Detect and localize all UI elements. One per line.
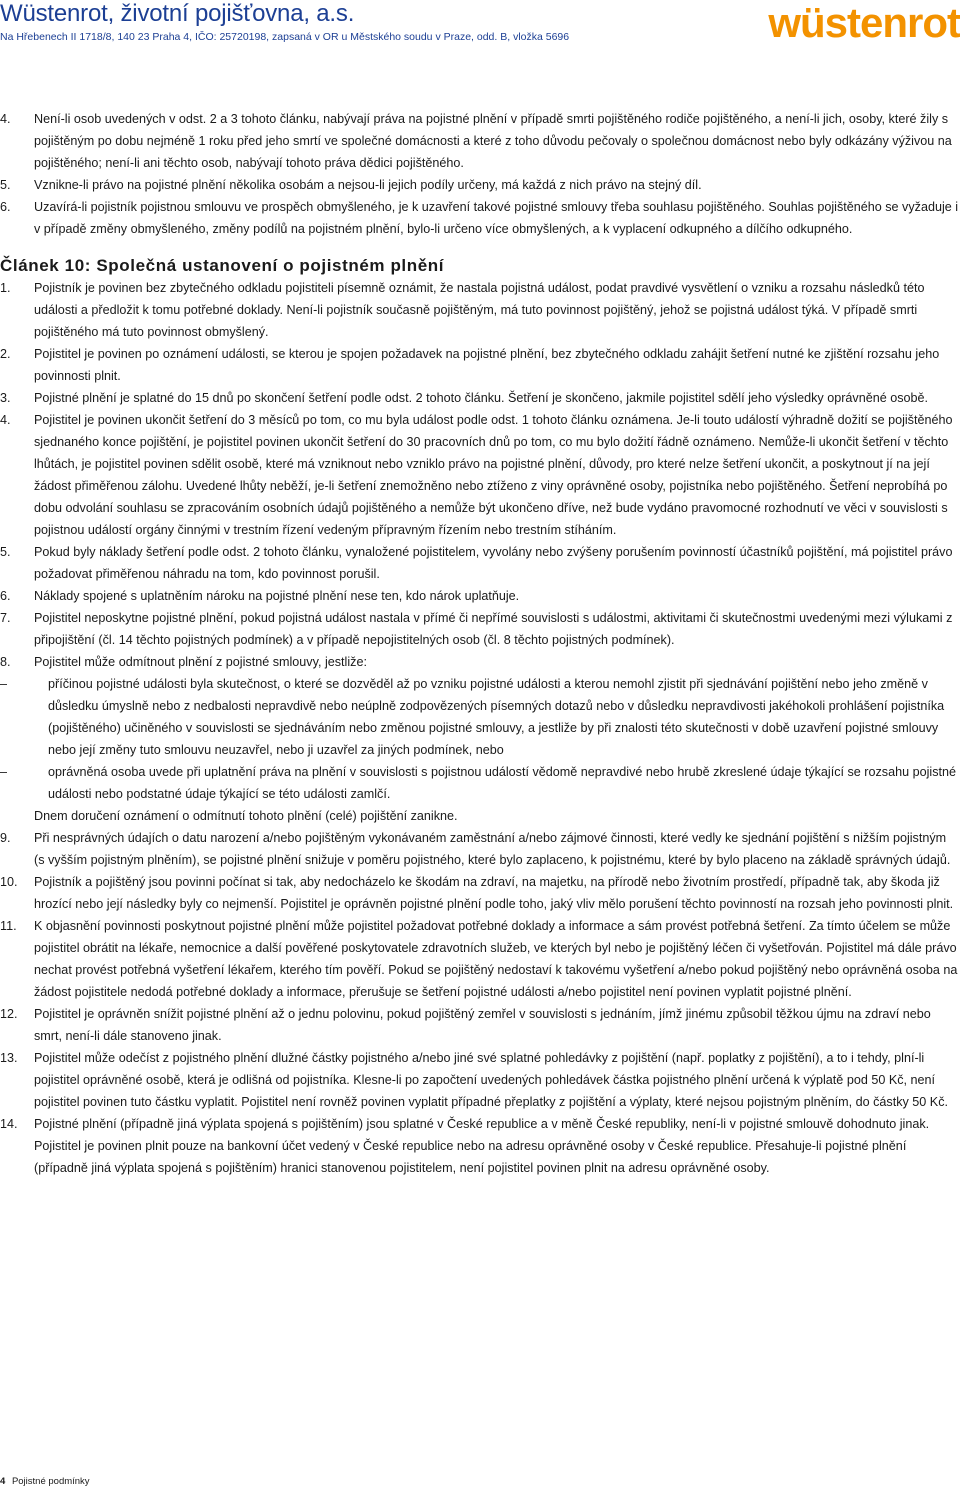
item-number: 3. xyxy=(0,391,11,405)
sub-item-text: oprávněná osoba uvede při uplatnění práva na plnění v souvislosti s pojistnou událostí vědomě nepravdivé nebo hrubě zkreslené údaje týkající se rozsahu pojistné události nebo podstatné údaje týkající se této události zamlčí. xyxy=(48,765,957,801)
sub-item-text: příčinou pojistné události byla skutečnost, o které se dozvěděl až po vzniku pojistné události a kterou nemohl zjistit při sjednávání pojištění nebo jeho změně v důsledku úmyslně nebo z nedbalosti nepravdivě nebo neúplně zodpovězených písemných dotazů nebo v důsledku nepravdivosti jakéhokoli prohlášení pojistníka (pojištěného) učiněného v souvislosti se sjednáváním nebo změnou pojistné smlouvy, a jestliže by při znalosti této skutečnosti v době uzavření pojistné smlouvy nebo její změny tuto smlouvu neuzavřel, nebo ji uzavřel za jiných podmínek, nebo xyxy=(48,677,945,757)
item-text: Pojistitel je oprávněn snížit pojistné plnění až o jednu polovinu, pokud pojištěný zemřel v souvislosti s jednáním, jímž jinému způsobil těžkou újmu na zdraví nebo smrt, není-li dále stanoveno jinak. xyxy=(34,1007,931,1043)
list-item xyxy=(0,1047,960,1113)
item-number: 4. xyxy=(0,112,11,126)
item-number: 7. xyxy=(0,611,11,625)
list-item xyxy=(0,1003,960,1047)
item-number: 6. xyxy=(0,589,11,603)
footer-label: Pojistné podmínky xyxy=(11,1476,90,1487)
item-text: Pojistník je povinen bez zbytečného odkladu pojistiteli písemně oznámit, že nastala pojistná událost, podat pravdivé vysvětlení o vzniku a rozsahu následků této události a předložit k tomu potřebné doklady. Není-li pojistník současně pojištěným, má tuto povinnost pojištěný, jehož se pojistná událost týká. V případě smrti pojištěného má tuto povinnost obmyšlený. xyxy=(34,281,925,339)
list-item xyxy=(0,277,960,343)
page-footer xyxy=(0,1476,90,1488)
sub-list-item xyxy=(0,761,960,805)
list-item xyxy=(0,108,960,174)
item-number: 4. xyxy=(0,413,11,427)
item-number: 11. xyxy=(0,919,17,933)
list-item xyxy=(0,343,960,387)
list-item xyxy=(0,871,960,915)
document-body xyxy=(0,108,960,1179)
item-text: Není-li osob uvedených v odst. 2 a 3 tohoto článku, nabývají práva na pojistné plnění v případě smrti pojištěného rodiče pojištěného, a není-li jich, osoby, které žily s pojištěným po dobu nejméně 1 roku před jeho smrtí ve společné domácnosti a které z toho důvodu pečovaly o společnou domácnost nebo byly odkázány výživou na pojištěného; není-li ani těchto osob, nabývají tohoto práva dědici pojištěného. xyxy=(34,112,952,170)
item-tail-text: Dnem doručení oznámení o odmítnutí tohoto plnění (celé) pojištění zanikne. xyxy=(34,809,458,823)
list-item xyxy=(0,196,960,240)
company-name: Wüstenrot, životní pojišťovna, a.s. xyxy=(0,0,355,27)
item-text: Pojistné plnění (případně jiná výplata spojená s pojištěním) jsou splatné v České republice a v měně České republiky, není-li v pojistné smlouvě dohodnuto jinak. Pojistitel je povinen plnit pouze na bankovní účet vedený v České republice nebo na adresu oprávněné osoby v České republice. Přesahuje-li pojistné plnění (případně jiná výplata spojená s pojištěním) hranici stanovenou pojistitelem, není pojistitel povinen plnit na adresu oprávněné osoby. xyxy=(34,1117,930,1175)
item-text: Pojistitel může odmítnout plnění z pojistné smlouvy, jestliže: xyxy=(34,655,367,669)
item-text: Pokud byly náklady šetření podle odst. 2 tohoto článku, vynaložené pojistitelem, vyvolány nebo zvýšeny porušením povinností účastníků pojištění, má pojistitel právo požadovat přiměřenou náhradu na tom, kdo povinnost porušil. xyxy=(34,545,953,581)
item-number: 10. xyxy=(0,875,18,889)
item-text: Pojistitel neposkytne pojistné plnění, pokud pojistná událost nastala v přímé či nepřímé souvislosti s událostmi, aktivitami či skutečnostmi uvedenými mezi výlukami z připojištění (čl. 14 těchto pojistných podmínek) a v případě nepojistitelných osob (čl. 8 těchto pojistných podmínek). xyxy=(34,611,953,647)
list-item xyxy=(0,409,960,541)
list-item xyxy=(0,387,960,409)
item-text: Pojistitel může odečíst z pojistného plnění dlužné částky pojistného a/nebo jiné své splatné pohledávky z pojištění (např. poplatky z pojištění), a to i tehdy, plní-li pojistitel oprávněné osobě, která je odlišná od pojistníka. Klesne-li po započtení uvedených pohledávek částka pojistného plnění určená k výplatě pod 50 Kč, není pojistitel povinen tuto částku vyplatit. Pojistitel není rovněž povinen vyplatit případné přeplatky z pojištění a výplaty, které nejsou pojistným plněním, do částky 50 Kč. xyxy=(34,1051,948,1109)
list-item xyxy=(0,607,960,651)
item-number: 12. xyxy=(0,1007,18,1021)
item-text: Při nesprávných údajích o datu narození a/nebo pojištěným vykonávaném zaměstnání a/nebo zájmové činnosti, které vedly ke sjednání pojištění s nižším pojistným (s vyšším pojistným plněním), se pojistné plnění snižuje v poměru pojistného, které bylo zaplaceno, k pojistnému, které by bylo placeno na základě správných údajů. xyxy=(34,831,951,867)
item-number: 14. xyxy=(0,1117,18,1131)
list-item xyxy=(0,651,960,673)
item-number: 9. xyxy=(0,831,11,845)
item-text: Pojistitel je povinen po oznámení události, se kterou je spojen požadavek na pojistné plnění, bez zbytečného odkladu zahájit šetření nutné ke zjištění rozsahu jeho povinnosti plnit. xyxy=(34,347,940,383)
page-number: 4 xyxy=(0,1476,6,1487)
list-item xyxy=(0,541,960,585)
list-item xyxy=(0,1113,960,1179)
item-text: K objasnění povinnosti poskytnout pojistné plnění může pojistitel požadovat potřebné doklady a informace a sám provést potřebná šetření. Za tímto účelem se může pojistitel obrátit na lékaře, nemocnice a další pověřené poskytovatele zdravotních služeb, ve kterých byl nebo je pojištěný léčen či vyšetřován. Pojistitel má dále právo nechat provést potřebná vyšetření lékařem, kterého tím pověří. Pokud se pojištěný nedostaví k takovému vyšetření a/nebo pokud pojištěný nebo oprávněná osoba na žádost pojistitele nedodá potřebné doklady a informace, přerušuje se šetření pojistné události a/nebo pojistitel není povinen vyplatit pojistné plnění. xyxy=(34,919,958,999)
item-text: Pojistné plnění je splatné do 15 dnů po skončení šetření podle odst. 2 tohoto článku. Šetření je skončeno, jakmile pojistitel sdělí jeho výsledky oprávněné osobě. xyxy=(34,391,929,405)
dash-bullet: – xyxy=(0,765,8,779)
item-number: 8. xyxy=(0,655,11,669)
item-text: Pojistitel je povinen ukončit šetření do 3 měsíců po tom, co mu byla událost podle odst. 1 tohoto článku oznámena. Je-li touto událostí výhradně dožití se pojištěného sjednaného konce pojištění, je pojistitel povinen ukončit šetření do 30 pracovních dnů po tom, co mu bylo dožití řádně oznámeno. Nemůže-li ukončit šetření v těchto lhůtách, je pojistitel povinen sdělit osobě, které má vzniknout nebo vzniklo právo na pojistné plnění, důvody, pro které nelze šetření ukončit, a poskytnout jí na její žádost přiměřenou zálohu. Uvedené lhůty neběží, je-li šetření znemožněno nebo ztíženo z viny oprávněné osoby, pojistníka nebo pojištěného. Šetření neprobíhá po dobu odvolání souhlasu se zpracováním osobních údajů pojištěného a nemůže být ukončeno dříve, než bude vydáno pravomocné rozhodnutí ve věci v souvislosti s pojistnou událostí orgány činnými v trestním řízení vedeným přípravným řízením nebo trestním stíháním. xyxy=(34,413,953,537)
item-number: 1. xyxy=(0,281,11,295)
page-header xyxy=(0,0,960,60)
item-number: 5. xyxy=(0,545,11,559)
list-item xyxy=(0,585,960,607)
section-heading: Článek 10: Společná ustanovení o pojistném plnění xyxy=(0,256,445,275)
item-number: 2. xyxy=(0,347,11,361)
item-text: Náklady spojené s uplatněním nároku na pojistné plnění nese ten, kdo nárok uplatňuje. xyxy=(34,589,520,603)
dash-bullet: – xyxy=(0,677,8,691)
list-item xyxy=(0,827,960,871)
company-address: Na Hřebenech II 1718/8, 140 23 Praha 4, IČO: 25720198, zapsaná v OR u Městského soudu v Praze, odd. B, vložka 5696 xyxy=(0,31,570,43)
item-number: 5. xyxy=(0,178,11,192)
item-number: 6. xyxy=(0,200,11,214)
sub-list-item xyxy=(0,673,960,761)
item-text: Uzavírá-li pojistník pojistnou smlouvu ve prospěch obmyšleného, je k uzavření takové pojistné smlouvy třeba souhlasu pojištěného. Souhlas pojištěného se vyžaduje i v případě změny obmyšleného, změny podílů na pojistném plnění, bylo-li určeno více obmyšlených, a k vyplacení odkupného a dílčího odkupného. xyxy=(34,200,959,236)
wustenrot-logo: wüstenrot xyxy=(768,0,960,46)
list-item xyxy=(0,174,960,196)
item-text: Pojistník a pojištěný jsou povinni počínat si tak, aby nedocházelo ke škodám na zdraví, na majetku, na přírodě nebo životním prostředí, případně tak, aby škoda již hrozící nebo její následky byly co nejmenší. Pojistitel je oprávněn pojistné plnění podle toho, jaký vliv mělo porušení těchto povinností na rozsah jeho povinnosti plnit. xyxy=(34,875,954,911)
item-number: 13. xyxy=(0,1051,18,1065)
item-text: Vznikne-li právo na pojistné plnění několika osobám a nejsou-li jejich podíly určeny, má každá z nich právo na stejný díl. xyxy=(34,178,702,192)
list-item xyxy=(0,915,960,1003)
